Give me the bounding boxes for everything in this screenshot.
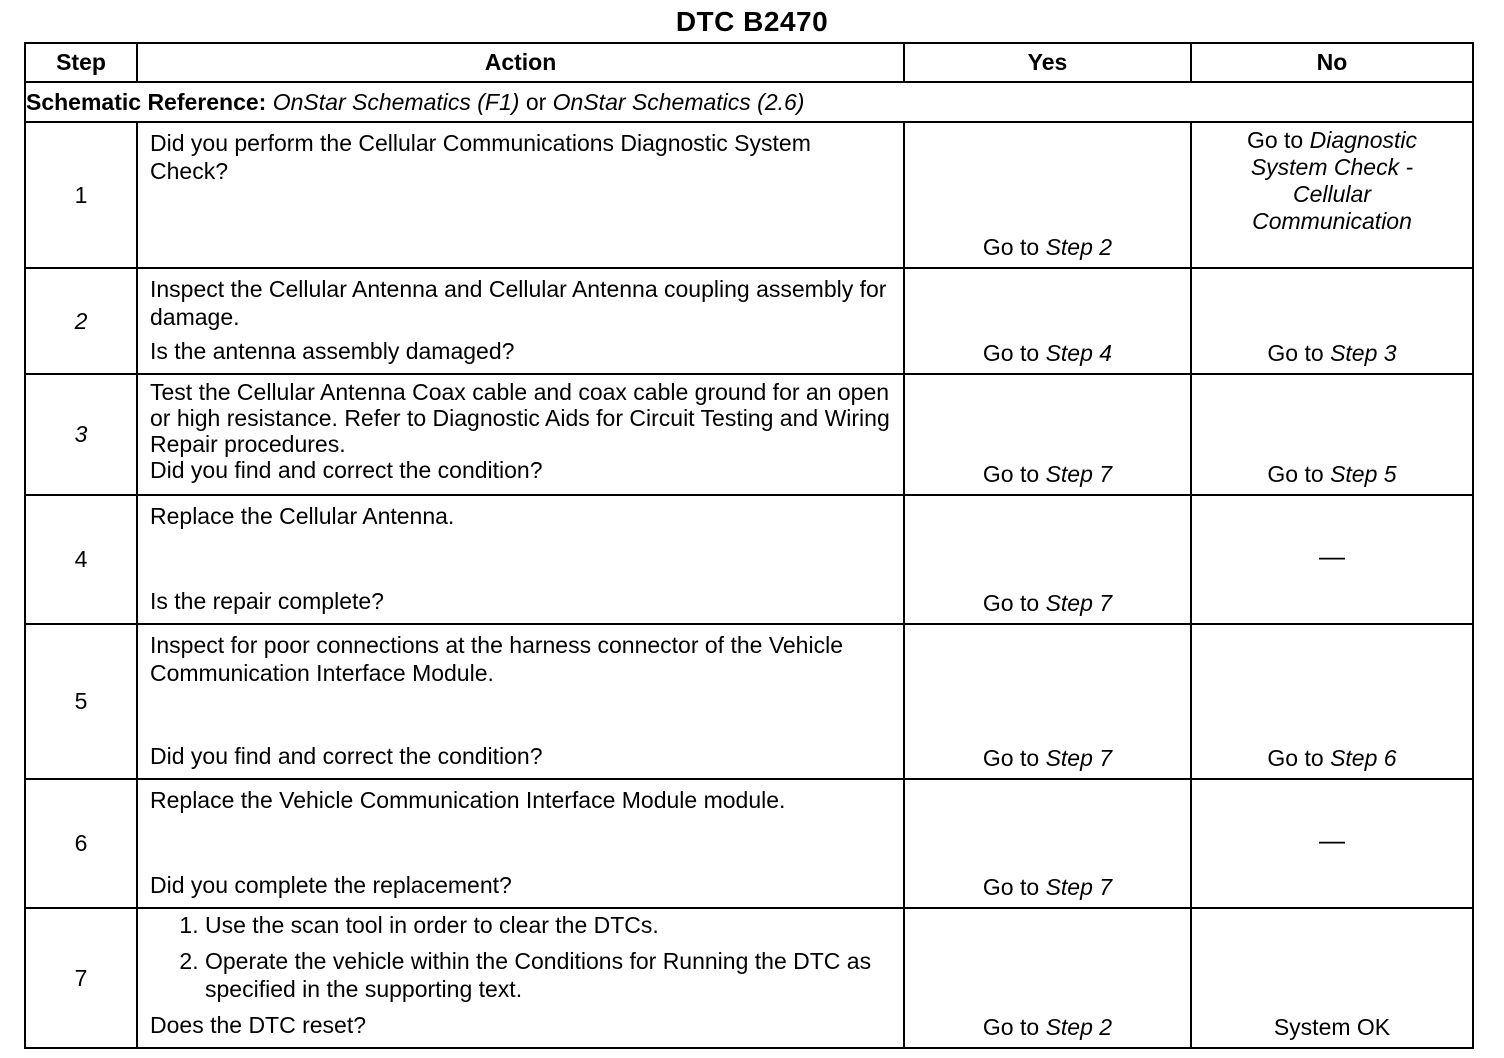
yes-step-link[interactable]: Step 4 bbox=[1045, 340, 1113, 366]
no-prefix: Go to bbox=[1246, 127, 1304, 153]
step-number: 7 bbox=[25, 908, 137, 1048]
list-item: 1. Use the scan tool in order to clear the DTCs. bbox=[205, 911, 891, 939]
header-no: No bbox=[1191, 43, 1473, 82]
yes-cell bbox=[904, 374, 1191, 495]
yes-step-link[interactable]: Step 7 bbox=[1045, 590, 1113, 616]
no-prefix: Go to bbox=[1267, 745, 1324, 771]
schematic-reference-row bbox=[25, 82, 1473, 122]
schematic-or: or bbox=[525, 88, 547, 115]
no-dash: — bbox=[1319, 540, 1345, 571]
yes-cell bbox=[904, 908, 1191, 1048]
yes-prefix: Go to bbox=[982, 340, 1040, 366]
header-step: Step bbox=[25, 43, 137, 82]
no-prefix: Go to bbox=[1267, 461, 1324, 487]
no-step-link[interactable]: Step 6 bbox=[1330, 745, 1397, 771]
action-cell bbox=[137, 779, 904, 908]
yes-step-link[interactable]: Step 7 bbox=[1045, 461, 1113, 487]
action-cell bbox=[137, 122, 904, 268]
action-text: Test the Cellular Antenna Coax cable and coax cable ground for an open or high resistance. Refer to Diagnostic Aids for Circuit Testing and Wiring Repair procedures. bbox=[150, 379, 890, 457]
step-number: 3 bbox=[25, 374, 137, 495]
action-text: Replace the Vehicle Communication Interface Module module. bbox=[150, 787, 786, 813]
no-step-link[interactable]: Step 3 bbox=[1330, 340, 1397, 366]
step-number: 2 bbox=[25, 268, 137, 374]
yes-prefix: Go to bbox=[982, 874, 1040, 900]
action-list bbox=[150, 911, 891, 1003]
action-question: Is the antenna assembly damaged? bbox=[150, 338, 515, 364]
action-question: Did you complete the replacement? bbox=[150, 872, 512, 898]
action-question: Did you find and correct the condition? bbox=[150, 457, 543, 483]
list-item: 2. Operate the vehicle within the Conditions for Running the DTC as specified in the supporting text. bbox=[205, 947, 891, 1003]
yes-step-link[interactable]: Step 2 bbox=[1045, 234, 1113, 260]
no-result: System OK bbox=[1273, 1014, 1391, 1040]
action-question: Is the repair complete? bbox=[150, 588, 384, 614]
action-question: Did you find and correct the condition? bbox=[150, 743, 543, 769]
no-cell bbox=[1191, 624, 1473, 779]
yes-prefix: Go to bbox=[982, 1014, 1040, 1040]
header-action: Action bbox=[137, 43, 904, 82]
action-cell bbox=[137, 624, 904, 779]
no-cell bbox=[1191, 268, 1473, 374]
action-cell bbox=[137, 374, 904, 495]
table-row bbox=[25, 495, 1473, 624]
schematic-link-f1[interactable]: OnStar Schematics (F1) bbox=[272, 88, 520, 115]
table-row bbox=[25, 374, 1473, 495]
yes-cell bbox=[904, 268, 1191, 374]
no-prefix: Go to bbox=[1267, 340, 1324, 366]
schematic-link-2-6[interactable]: OnStar Schematics (2.6) bbox=[552, 88, 805, 115]
table-row bbox=[25, 268, 1473, 374]
yes-prefix: Go to bbox=[982, 461, 1040, 487]
yes-cell bbox=[904, 495, 1191, 624]
table-row bbox=[25, 122, 1473, 268]
header-row bbox=[25, 43, 1473, 82]
action-cell bbox=[137, 268, 904, 374]
no-step-link[interactable]: Diagnostic System Check - Cellular Communication bbox=[1250, 127, 1418, 234]
yes-cell bbox=[904, 779, 1191, 908]
no-step-link[interactable]: Step 5 bbox=[1330, 461, 1397, 487]
action-cell bbox=[137, 495, 904, 624]
step-number: 4 bbox=[25, 495, 137, 624]
yes-prefix: Go to bbox=[982, 590, 1040, 616]
table-row bbox=[25, 908, 1473, 1048]
yes-prefix: Go to bbox=[982, 234, 1040, 260]
table-row bbox=[25, 779, 1473, 908]
step-number: 5 bbox=[25, 624, 137, 779]
schematic-reference bbox=[25, 82, 1473, 122]
action-text: Inspect for poor connections at the harness connector of the Vehicle Communication Interface Module. bbox=[150, 632, 843, 686]
step-number: 6 bbox=[25, 779, 137, 908]
no-cell bbox=[1191, 779, 1473, 908]
action-text: Inspect the Cellular Antenna and Cellular Antenna coupling assembly for damage. bbox=[150, 276, 887, 330]
header-yes: Yes bbox=[904, 43, 1191, 82]
diagnostic-table bbox=[24, 42, 1474, 1049]
yes-prefix: Go to bbox=[982, 745, 1040, 771]
no-dash: — bbox=[1319, 824, 1345, 855]
action-question: Does the DTC reset? bbox=[150, 1012, 367, 1038]
schematic-reference-label: Schematic Reference: bbox=[26, 88, 267, 115]
no-cell bbox=[1191, 122, 1473, 268]
no-cell bbox=[1191, 374, 1473, 495]
yes-cell bbox=[904, 624, 1191, 779]
table-row bbox=[25, 624, 1473, 779]
yes-step-link[interactable]: Step 7 bbox=[1045, 745, 1113, 771]
action-text: Did you perform the Cellular Communications Diagnostic System Check? bbox=[150, 130, 811, 184]
no-cell bbox=[1191, 495, 1473, 624]
action-cell bbox=[137, 908, 904, 1048]
page-title: DTC B2470 bbox=[675, 6, 829, 37]
yes-cell bbox=[904, 122, 1191, 268]
no-cell bbox=[1191, 908, 1473, 1048]
step-number: 1 bbox=[25, 122, 137, 268]
yes-step-link[interactable]: Step 2 bbox=[1045, 1014, 1113, 1040]
yes-step-link[interactable]: Step 7 bbox=[1045, 874, 1113, 900]
action-text: Replace the Cellular Antenna. bbox=[150, 503, 455, 529]
